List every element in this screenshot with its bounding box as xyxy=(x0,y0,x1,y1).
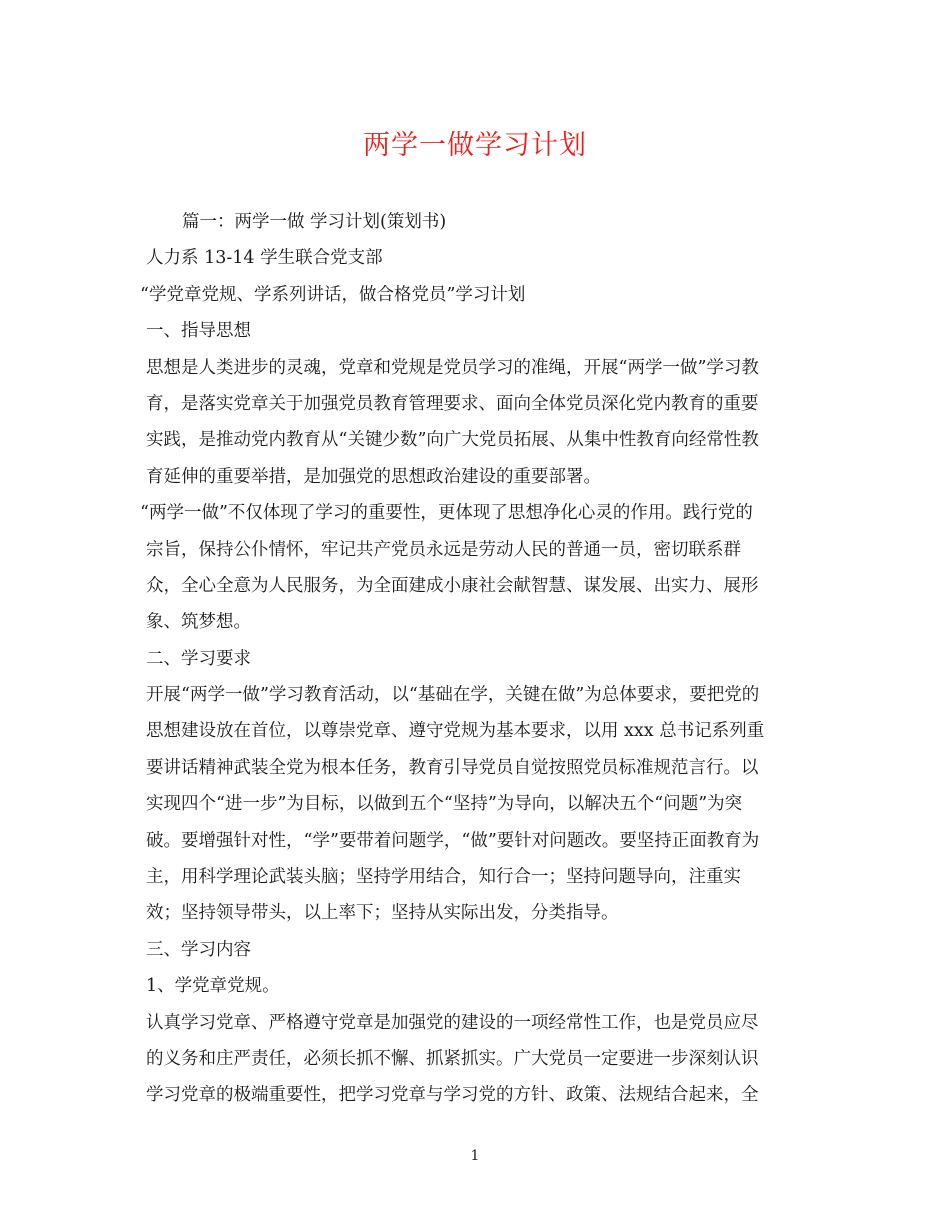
text-line: 要讲话精神武装全党为根本任务，教育引导党员自觉按照党员标准规范言行。以 xyxy=(146,757,759,778)
text-line: 实现四个“进一步”为目标，以做到五个“坚持”为导向，以解决五个“问题”为突 xyxy=(146,794,743,815)
text-line: 人力系 13-14 学生联合党支部 xyxy=(146,248,383,269)
text-line: 众，全心全意为人民服务，为全面建成小康社会献智慧、谋发展、出实力、展形 xyxy=(146,575,759,596)
text-line: 开展“两学一做”学习教育活动，以“基础在学，关键在做”为总体要求，要把党的 xyxy=(146,685,760,706)
section-heading: 二、学习要求 xyxy=(146,648,251,669)
text-line: 破。要增强针对性，“学”要带着问题学，“做”要针对问题改。要坚持正面教育为 xyxy=(146,830,760,851)
text-line: 实践，是推动党内教育从“关键少数”向广大党员拓展、从集中性教育向经常性教 xyxy=(146,430,759,451)
text-line: 思想建设放在首位，以尊崇党章、遵守党规为基本要求，以用 xxx 总书记系列重 xyxy=(146,721,765,742)
document-title: 两学一做学习计划 xyxy=(363,130,587,161)
text-line: 育，是落实党章关于加强党员教育管理要求、面向全体党员深化党内教育的重要 xyxy=(146,393,759,414)
section-heading: 篇一：两学一做 学习计划(策划书) xyxy=(182,212,447,232)
section-heading: 三、学习内容 xyxy=(146,939,251,960)
text-line: 主，用科学理论武装头脑；坚持学用结合，知行合一；坚持问题导向，注重实 xyxy=(146,867,741,888)
section-heading: 一、指导思想 xyxy=(146,321,251,342)
text-line: 认真学习党章、严格遵守党章是加强党的建设的一项经常性工作，也是党员应尽 xyxy=(146,1012,759,1033)
subsection-heading: 1、学党章党规。 xyxy=(146,976,280,997)
text-line: 宗旨，保持公仆情怀，牢记共产党员永远是劳动人民的普通一员，密切联系群 xyxy=(146,539,741,560)
subtitle-line: “学党章党规、学系列讲话，做合格党员”学习计划 xyxy=(140,284,526,305)
page-number: 1 xyxy=(470,1148,480,1164)
text-line: 思想是人类进步的灵魂，党章和党规是党员学习的准绳，开展“两学一做”学习教 xyxy=(146,357,759,378)
text-line: 象、筑梦想。 xyxy=(146,612,251,633)
text-line: “两学一做”不仅体现了学习的重要性，更体现了思想净化心灵的作用。践行党的 xyxy=(140,503,753,524)
document-body xyxy=(140,204,814,1114)
text-line: 学习党章的极端重要性，把学习党章与学习党的方针、政策、法规结合起来，全 xyxy=(146,1085,759,1106)
text-line: 的义务和庄严责任，必须长抓不懈、抓紧抓实。广大党员一定要进一步深刻认识 xyxy=(146,1048,759,1069)
text-line: 育延伸的重要举措，是加强党的思想政治建设的重要部署。 xyxy=(146,466,601,487)
text-line: 效；坚持领导带头，以上率下；坚持从实际出发，分类指导。 xyxy=(146,903,619,924)
